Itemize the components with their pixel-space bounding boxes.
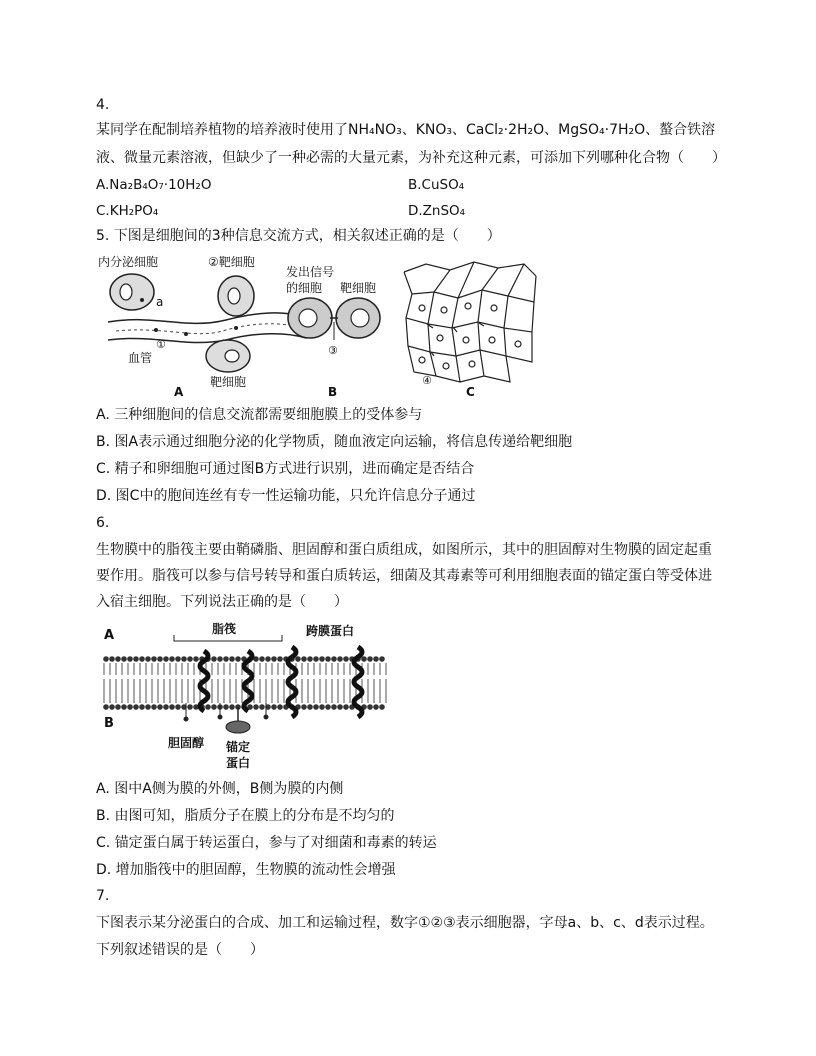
label-vessel: 血管 [128, 351, 153, 365]
lipid-head [121, 656, 127, 662]
lipid-head [313, 704, 319, 710]
lipid-head [139, 704, 145, 710]
endocrine-nucleus [120, 284, 132, 300]
q6-option-b: B. 由图可知，脂质分子在膜上的分布是不均匀的 [96, 808, 395, 824]
lipid-head [307, 656, 313, 662]
label-num-3: ③ [328, 344, 338, 357]
lipid-head [193, 656, 199, 662]
lipid-head [151, 656, 157, 662]
lipid-head [301, 704, 307, 710]
lipid-head [109, 704, 115, 710]
q4-option-b: B.CuSO₄ [408, 177, 465, 193]
label-b-target: 靶细胞 [340, 281, 377, 295]
lipid-head [175, 704, 181, 710]
lipid-head [325, 704, 331, 710]
label-cholesterol: 胆固醇 [168, 736, 205, 750]
label-anchor-1: 锚定 [226, 740, 251, 754]
q4-option-a: A.Na₂B₄O₇·10H₂O [96, 177, 212, 193]
lipid-head [211, 656, 217, 662]
lipid-head [103, 704, 109, 710]
q6-option-d: D. 增加脂筏中的胆固醇，生物膜的流动性会增强 [96, 862, 396, 878]
lipid-head [337, 704, 343, 710]
lipid-head [265, 656, 271, 662]
label-endocrine-cell: 内分泌细胞 [98, 255, 159, 269]
lipid-head [235, 656, 241, 662]
q6-option-a: A. 图中A侧为膜的外侧，B侧为膜的内侧 [96, 781, 344, 797]
lipid-head [259, 656, 265, 662]
lipid-head [151, 704, 157, 710]
lipid-raft-figure [96, 617, 396, 773]
lipid-head [145, 656, 151, 662]
label-anchor-2: 蛋白 [226, 756, 251, 770]
lipid-head [367, 656, 373, 662]
lipid-head [319, 704, 325, 710]
lipid-head [103, 656, 109, 662]
lipid-head [181, 656, 187, 662]
q7-stem-line1: 下图表示某分泌蛋白的合成、加工和运输过程，数字①②③表示细胞器，字母a、b、c、d表示过程。 [96, 915, 714, 931]
lipid-head [307, 704, 313, 710]
lipid-head [277, 656, 283, 662]
lipid-head [187, 656, 193, 662]
lipid-head [163, 656, 169, 662]
label-num-1: ① [156, 338, 166, 351]
lipid-head [223, 704, 229, 710]
lipid-head [187, 704, 193, 710]
label-side-b: B [104, 716, 114, 731]
lipid-head [115, 704, 121, 710]
q5-option-a: A. 三种细胞间的信息交流都需要细胞膜上的受体参与 [96, 407, 423, 423]
lipid-head [271, 704, 277, 710]
q6-stem-line3: 入宿主细胞。下列说法正确的是（ ） [96, 594, 348, 610]
lipid-head [115, 656, 121, 662]
q5-stem: 5. 下图是细胞间的3种信息交流方式，相关叙述正确的是（ ） [96, 228, 501, 244]
lipid-head [133, 656, 139, 662]
lipid-head [127, 704, 133, 710]
lipid-head [157, 704, 163, 710]
lipid-head [205, 704, 211, 710]
lipid-head [319, 656, 325, 662]
raft-protein-2 [244, 651, 252, 711]
lipid-head [331, 704, 337, 710]
lipid-head [253, 704, 259, 710]
label-lipid-raft: 脂筏 [212, 622, 237, 636]
vessel-top-wall [108, 313, 306, 323]
lipid-head [169, 656, 175, 662]
q4-stem-line2: 液、微量元素溶液，但缺少了一种必需的大量元素，为补充这种元素，可添加下列哪种化合物（ ） [96, 150, 726, 166]
q5-option-b: B. 图A表示通过细胞分泌的化学物质，随血液定向运输，将信息传递给靶细胞 [96, 434, 573, 450]
lipid-head [145, 704, 151, 710]
lipid-head [373, 704, 379, 710]
caption-c: C [466, 385, 475, 399]
lipid-head [343, 704, 349, 710]
panel-c [402, 260, 536, 382]
q6-stem-line2: 要作用。脂筏可以参与信号转导和蛋白质转运，细菌及其毒素等可利用细胞表面的锚定蛋白等受体进 [96, 568, 712, 584]
panel-a [98, 254, 306, 399]
lipid-head [223, 656, 229, 662]
lipid-head [121, 704, 127, 710]
anchor-protein-shape [226, 721, 250, 733]
lipid-head [127, 656, 133, 662]
label-target-cell-bottom: 靶细胞 [210, 375, 247, 389]
lipid-head [109, 656, 115, 662]
lipid-head [379, 656, 385, 662]
lipid-head [163, 704, 169, 710]
label-signal-cell-2: 的细胞 [286, 281, 323, 295]
lipid-head [259, 704, 265, 710]
lipid-head [379, 704, 385, 710]
lipid-head [301, 656, 307, 662]
lipid-head [343, 656, 349, 662]
lipid-head [277, 704, 283, 710]
lipid-head [373, 656, 379, 662]
caption-a: A [174, 385, 184, 399]
q5-option-c: C. 精子和卵细胞可通过图B方式进行识别，进而确定是否结合 [96, 461, 475, 477]
lipid-head [325, 656, 331, 662]
label-target-cell-2: ②靶细胞 [208, 255, 255, 269]
vessel-bottom-wall [108, 334, 306, 343]
lipid-head [217, 656, 223, 662]
lipid-head [169, 704, 175, 710]
lipid-head [271, 656, 277, 662]
panel-b [286, 264, 380, 399]
lipid-head [229, 704, 235, 710]
label-side-a: A [104, 628, 115, 643]
q5-option-d: D. 图C中的胞间连丝有专一性运输功能，只允许信息分子通过 [96, 488, 476, 504]
lipid-head [157, 656, 163, 662]
lipid-head [313, 656, 319, 662]
lipid-head [331, 656, 337, 662]
label-a: a [156, 295, 164, 309]
label-transmembrane-protein: 跨膜蛋白 [306, 624, 355, 638]
lipid-head [229, 656, 235, 662]
q4-stem-line1: 某同学在配制培养植物的培养液时使用了NH₄NO₃、KNO₃、CaCl₂·2H₂O、MgSO₄·7H₂O、螯合铁溶 [96, 122, 716, 138]
raft-protein-1 [200, 651, 208, 711]
label-num-4: ④ [422, 374, 432, 387]
caption-b: B [328, 385, 338, 399]
q7-stem-line2: 下列叙述错误的是（ ） [96, 942, 264, 958]
q6-option-c: C. 锚定蛋白属于转运蛋白，参与了对细菌和毒素的转运 [96, 835, 437, 851]
lipid-head [367, 704, 373, 710]
lipid-head [337, 656, 343, 662]
q4-option-d: D.ZnSO₄ [408, 203, 466, 219]
lipid-head [139, 656, 145, 662]
q4-number: 4. [96, 97, 110, 113]
q6-number: 6. [96, 515, 110, 531]
label-signal-cell-1: 发出信号 [286, 265, 335, 279]
q6-stem-line1: 生物膜中的脂筏主要由鞘磷脂、胆固醇和蛋白质组成，如图所示，其中的胆固醇对生物膜的固定起重 [96, 542, 712, 558]
lipid-head [175, 656, 181, 662]
cell-communication-figure [96, 252, 546, 400]
lipid-head [133, 704, 139, 710]
q7-number: 7. [96, 888, 110, 904]
q4-option-c: C.KH₂PO₄ [96, 203, 159, 219]
lipid-head [211, 704, 217, 710]
